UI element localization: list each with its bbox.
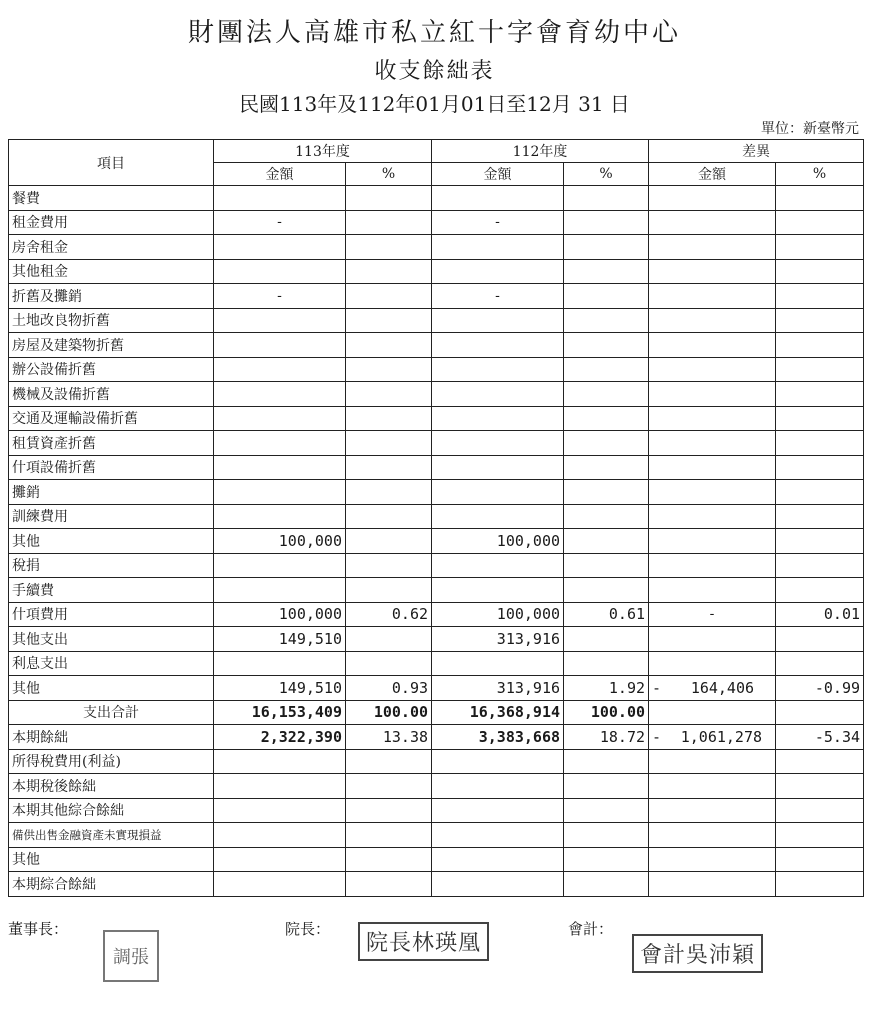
table-row [9, 578, 864, 603]
amount-112 [432, 798, 564, 823]
pct-113 [346, 333, 432, 358]
amount-diff [649, 749, 776, 774]
amount-113 [214, 651, 346, 676]
table-row [9, 406, 864, 431]
pct-112 [564, 823, 649, 848]
pct-diff [776, 749, 864, 774]
table-row [9, 823, 864, 848]
pct-113 [346, 627, 432, 652]
row-label: 什項設備折舊 [9, 455, 214, 480]
amount-112: 313,916 [432, 627, 564, 652]
chairman-label: 董事長： [8, 920, 69, 938]
pct-diff [776, 700, 864, 725]
pct-diff [776, 847, 864, 872]
pct-diff [776, 235, 864, 260]
amount-diff [649, 872, 776, 897]
row-label: 折舊及攤銷 [9, 284, 214, 309]
statement-period: 民國113年及112年01月01日至12月 31 日 [239, 92, 630, 116]
amount-112 [432, 259, 564, 284]
table-row [9, 431, 864, 456]
pct-113 [346, 872, 432, 897]
pct-diff [776, 529, 864, 554]
pct-112 [564, 529, 649, 554]
amount-113: 100,000 [214, 529, 346, 554]
table-row [9, 504, 864, 529]
amount-diff: - 1,061,278 [649, 725, 776, 750]
table-row [9, 284, 864, 309]
chairman-seal: 調張 [103, 930, 159, 982]
pct-113 [346, 455, 432, 480]
pct-diff [776, 455, 864, 480]
row-label: 利息支出 [9, 651, 214, 676]
pct-diff [776, 651, 864, 676]
row-label: 支出合計 [9, 700, 214, 725]
table-row [9, 774, 864, 799]
amount-113 [214, 186, 346, 211]
row-label: 其他支出 [9, 627, 214, 652]
amount-112 [432, 333, 564, 358]
amount-113 [214, 333, 346, 358]
amount-113 [214, 823, 346, 848]
pct-112 [564, 186, 649, 211]
table-row [9, 553, 864, 578]
amount-113: - [214, 210, 346, 235]
amount-112 [432, 406, 564, 431]
amount-112: 16,368,914 [432, 700, 564, 725]
amount-diff [649, 553, 776, 578]
amount-diff [649, 235, 776, 260]
pct-112 [564, 308, 649, 333]
pct-diff [776, 431, 864, 456]
table-row [9, 480, 864, 505]
pct-113 [346, 284, 432, 309]
amount-diff [649, 847, 776, 872]
amount-113 [214, 259, 346, 284]
amount-diff [649, 504, 776, 529]
pct-113-header: % [346, 163, 432, 186]
pct-113 [346, 798, 432, 823]
header-row-1 [9, 140, 864, 163]
pct-diff [776, 823, 864, 848]
pct-113 [346, 847, 432, 872]
amount-112: 100,000 [432, 602, 564, 627]
pct-113: 0.93 [346, 676, 432, 701]
pct-diff [776, 382, 864, 407]
pct-113 [346, 210, 432, 235]
pct-diff [776, 357, 864, 382]
amount-diff-header: 金額 [649, 163, 776, 186]
amount-diff [649, 210, 776, 235]
pct-113 [346, 431, 432, 456]
director-stamp: 院長林瑛凰 [358, 922, 489, 961]
amount-112: 313,916 [432, 676, 564, 701]
pct-diff [776, 504, 864, 529]
table-row [9, 235, 864, 260]
pct-112 [564, 259, 649, 284]
income-statement-table [8, 139, 864, 897]
table-row [9, 749, 864, 774]
amount-113 [214, 308, 346, 333]
amount-diff [649, 700, 776, 725]
pct-113 [346, 186, 432, 211]
table-row [9, 210, 864, 235]
table-row [9, 333, 864, 358]
pct-113 [346, 774, 432, 799]
pct-diff [776, 284, 864, 309]
amount-diff [649, 798, 776, 823]
difference-header: 差異 [649, 140, 864, 163]
row-label: 其他 [9, 529, 214, 554]
amount-112 [432, 455, 564, 480]
amount-112 [432, 749, 564, 774]
amount-112: 3,383,668 [432, 725, 564, 750]
amount-diff [649, 284, 776, 309]
amount-112 [432, 431, 564, 456]
pct-113 [346, 823, 432, 848]
row-label: 機械及設備折舊 [9, 382, 214, 407]
amount-113: 16,153,409 [214, 700, 346, 725]
row-label: 本期餘絀 [9, 725, 214, 750]
accountant-label: 會計： [568, 920, 614, 938]
pct-112 [564, 455, 649, 480]
amount-diff [649, 259, 776, 284]
row-label: 手續費 [9, 578, 214, 603]
amount-diff [649, 774, 776, 799]
pct-112 [564, 235, 649, 260]
pct-112 [564, 406, 649, 431]
pct-diff-header: % [776, 163, 864, 186]
pct-diff [776, 774, 864, 799]
amount-diff: - [649, 602, 776, 627]
pct-112 [564, 333, 649, 358]
pct-112 [564, 627, 649, 652]
amount-diff [649, 406, 776, 431]
row-label: 房屋及建築物折舊 [9, 333, 214, 358]
amount-diff [649, 186, 776, 211]
pct-diff [776, 308, 864, 333]
pct-112: 100.00 [564, 700, 649, 725]
amount-113 [214, 504, 346, 529]
row-label: 土地改良物折舊 [9, 308, 214, 333]
amount-113 [214, 798, 346, 823]
pct-113 [346, 651, 432, 676]
table-row [9, 651, 864, 676]
amount-112 [432, 553, 564, 578]
amount-112 [432, 480, 564, 505]
row-label: 所得稅費用(利益) [9, 749, 214, 774]
row-label: 其他 [9, 847, 214, 872]
organization-title: 財團法人高雄市私立紅十字會育幼中心 [187, 18, 681, 48]
amount-112: - [432, 210, 564, 235]
amount-112: 100,000 [432, 529, 564, 554]
amount-112 [432, 872, 564, 897]
row-label: 租賃資產折舊 [9, 431, 214, 456]
pct-diff [776, 480, 864, 505]
amount-diff [649, 651, 776, 676]
pct-diff: 0.01 [776, 602, 864, 627]
accountant-stamp: 會計吳沛穎 [632, 934, 763, 973]
amount-113-header: 金額 [214, 163, 346, 186]
table-row [9, 700, 864, 725]
pct-diff [776, 553, 864, 578]
row-label: 稅捐 [9, 553, 214, 578]
amount-diff [649, 627, 776, 652]
pct-112 [564, 872, 649, 897]
row-label: 餐費 [9, 186, 214, 211]
table-row [9, 382, 864, 407]
row-label: 其他租金 [9, 259, 214, 284]
pct-112 [564, 651, 649, 676]
pct-113: 13.38 [346, 725, 432, 750]
pct-diff [776, 333, 864, 358]
pct-112 [564, 210, 649, 235]
row-label: 本期稅後餘絀 [9, 774, 214, 799]
row-label: 其他 [9, 676, 214, 701]
row-label: 什項費用 [9, 602, 214, 627]
pct-113 [346, 553, 432, 578]
pct-113: 100.00 [346, 700, 432, 725]
table-row [9, 872, 864, 897]
amount-diff [649, 308, 776, 333]
table-row [9, 186, 864, 211]
statement-title: 收支餘絀表 [374, 59, 495, 84]
amount-diff [649, 455, 776, 480]
row-label: 備供出售金融資產未實現損益 [9, 823, 214, 848]
pct-diff [776, 406, 864, 431]
pct-diff [776, 210, 864, 235]
amount-113: 149,510 [214, 676, 346, 701]
table-row [9, 259, 864, 284]
amount-113 [214, 553, 346, 578]
amount-113 [214, 774, 346, 799]
amount-113 [214, 872, 346, 897]
pct-112 [564, 774, 649, 799]
table-row [9, 529, 864, 554]
pct-113 [346, 504, 432, 529]
pct-diff [776, 872, 864, 897]
pct-112 [564, 284, 649, 309]
amount-113 [214, 357, 346, 382]
row-label: 租金費用 [9, 210, 214, 235]
row-label: 房舍租金 [9, 235, 214, 260]
amount-112 [432, 186, 564, 211]
pct-113 [346, 357, 432, 382]
table-row [9, 308, 864, 333]
amount-113 [214, 578, 346, 603]
amount-112 [432, 357, 564, 382]
amount-112: - [432, 284, 564, 309]
table-row [9, 455, 864, 480]
table-row [9, 847, 864, 872]
currency-unit: 單位：新臺幣元 [761, 121, 859, 137]
pct-112 [564, 749, 649, 774]
amount-diff [649, 357, 776, 382]
amount-113 [214, 847, 346, 872]
pct-113 [346, 235, 432, 260]
table-row [9, 798, 864, 823]
year-113-header: 113年度 [214, 140, 432, 163]
amount-112 [432, 504, 564, 529]
table-row [9, 676, 864, 701]
pct-diff [776, 578, 864, 603]
amount-112-header: 金額 [432, 163, 564, 186]
amount-112 [432, 823, 564, 848]
amount-112 [432, 774, 564, 799]
pct-112: 0.61 [564, 602, 649, 627]
amount-113: 2,322,390 [214, 725, 346, 750]
amount-113: 149,510 [214, 627, 346, 652]
pct-112 [564, 578, 649, 603]
amount-112 [432, 578, 564, 603]
director-label: 院長： [285, 920, 331, 938]
amount-112 [432, 235, 564, 260]
amount-112 [432, 308, 564, 333]
pct-113 [346, 480, 432, 505]
amount-diff [649, 480, 776, 505]
pct-112: 1.92 [564, 676, 649, 701]
row-label: 攤銷 [9, 480, 214, 505]
amount-113 [214, 382, 346, 407]
amount-diff [649, 431, 776, 456]
row-label: 交通及運輸設備折舊 [9, 406, 214, 431]
amount-diff [649, 529, 776, 554]
row-label: 本期其他綜合餘絀 [9, 798, 214, 823]
amount-diff [649, 823, 776, 848]
amount-112 [432, 651, 564, 676]
pct-diff [776, 627, 864, 652]
amount-113 [214, 749, 346, 774]
amount-diff [649, 333, 776, 358]
amount-112 [432, 382, 564, 407]
pct-112 [564, 431, 649, 456]
amount-113 [214, 235, 346, 260]
pct-113 [346, 529, 432, 554]
amount-113 [214, 480, 346, 505]
amount-113 [214, 431, 346, 456]
pct-113 [346, 308, 432, 333]
pct-112 [564, 847, 649, 872]
pct-112 [564, 504, 649, 529]
amount-113: - [214, 284, 346, 309]
pct-112 [564, 798, 649, 823]
amount-diff: - 164,406 [649, 676, 776, 701]
pct-112 [564, 382, 649, 407]
pct-112-header: % [564, 163, 649, 186]
pct-113 [346, 406, 432, 431]
pct-113 [346, 578, 432, 603]
pct-112 [564, 480, 649, 505]
table-row [9, 357, 864, 382]
pct-113 [346, 382, 432, 407]
row-label: 本期綜合餘絀 [9, 872, 214, 897]
pct-113 [346, 259, 432, 284]
item-column-header: 項目 [9, 140, 214, 186]
pct-112 [564, 553, 649, 578]
negative-mark: - [652, 678, 662, 697]
negative-mark: - [652, 727, 662, 746]
pct-diff [776, 798, 864, 823]
pct-diff [776, 186, 864, 211]
amount-113: 100,000 [214, 602, 346, 627]
row-label: 辦公設備折舊 [9, 357, 214, 382]
pct-113 [346, 749, 432, 774]
table-row [9, 725, 864, 750]
pct-diff [776, 259, 864, 284]
pct-112: 18.72 [564, 725, 649, 750]
pct-diff: -5.34 [776, 725, 864, 750]
year-112-header: 112年度 [432, 140, 649, 163]
amount-113 [214, 406, 346, 431]
pct-diff: -0.99 [776, 676, 864, 701]
row-label: 訓練費用 [9, 504, 214, 529]
amount-113 [214, 455, 346, 480]
amount-diff [649, 382, 776, 407]
table-row [9, 627, 864, 652]
amount-112 [432, 847, 564, 872]
pct-112 [564, 357, 649, 382]
pct-113: 0.62 [346, 602, 432, 627]
amount-diff [649, 578, 776, 603]
table-row [9, 602, 864, 627]
